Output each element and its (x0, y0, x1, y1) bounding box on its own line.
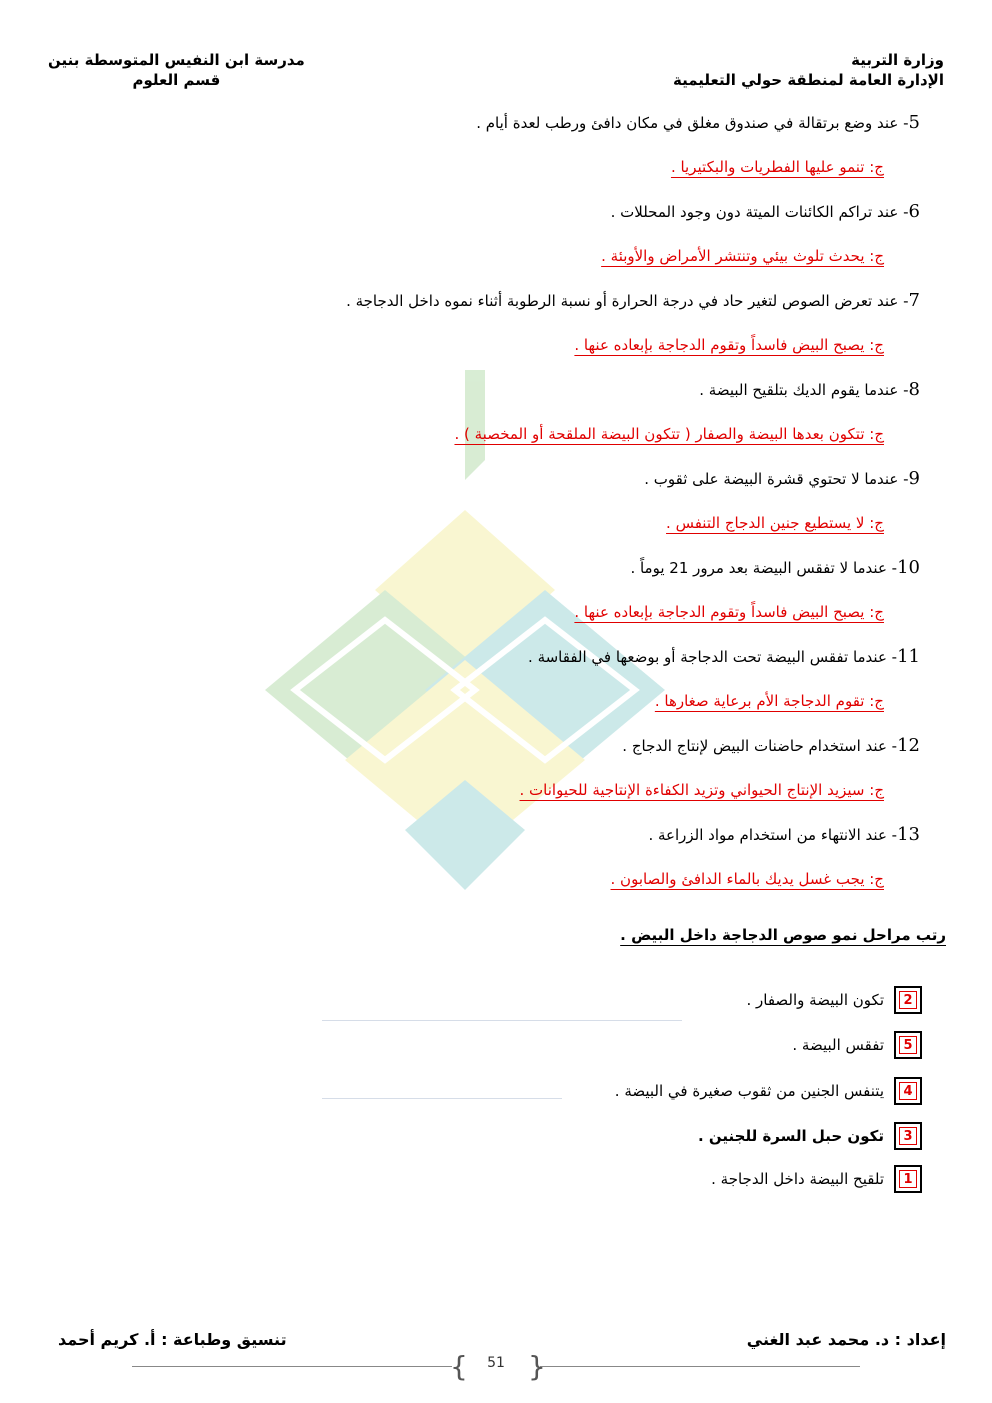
school-name: مدرسة ابن النفيس المتوسطة بنين (48, 51, 305, 69)
order-number-box[interactable]: 4 (894, 1077, 922, 1105)
question-13: 13- عند الانتهاء من استخدام مواد الزراعة . (648, 824, 920, 845)
answer-10: ج: يصبح البيض فاسداً وتقوم الدجاجة بإبعاده عنها . (574, 603, 884, 621)
question-6: 6- عند تراكم الكائنات الميتة دون وجود المحللات . (610, 201, 920, 222)
question-8: 8- عندما يقوم الديك بتلقيح البيضة . (699, 379, 920, 400)
answer-12: ج: سيزيد الإنتاج الحيواني وتزيد الكفاءة الإنتاجية للحيوانات . (519, 781, 884, 799)
left-brace-icon: { (450, 1350, 468, 1383)
order-number-box[interactable]: 3 (894, 1122, 922, 1150)
question-10: 10- عندما لا تفقس البيضة بعد مرور 21 يوماً . (630, 557, 920, 578)
right-brace-icon: } (528, 1350, 546, 1383)
order-step: 5 تفقس البيضة . (792, 1029, 922, 1061)
answer-11: ج: تقوم الدجاجة الأم برعاية صغارها . (654, 692, 884, 710)
ministry-name: وزارة التربية (851, 51, 944, 69)
ordering-title: رتب مراحل نمو صوص الدجاجة داخل البيض . (620, 926, 946, 944)
footer-rule-right (540, 1366, 860, 1367)
department-name: قسم العلوم (132, 71, 221, 89)
question-9: 9- عندما لا تحتوي قشرة البيضة على ثقوب . (644, 468, 920, 489)
answer-7: ج: يصبح البيض فاسداً وتقوم الدجاجة بإبعاده عنها . (574, 336, 884, 354)
footer-rule-left (132, 1366, 452, 1367)
order-step: 1 تلقيح البيضة داخل الدجاجة . (711, 1163, 922, 1195)
order-step: 3 تكون حبل السرة للجنين . (698, 1120, 922, 1152)
order-number-box[interactable]: 2 (894, 986, 922, 1014)
order-number-box[interactable]: 1 (894, 1165, 922, 1193)
question-7: 7- عند تعرض الصوص لتغير حاد في درجة الحرارة أو نسبة الرطوبة أثناء نموه داخل الدجاجة . (346, 290, 920, 311)
answer-13: ج: يجب غسل يديك بالماء الدافئ والصابون . (610, 870, 884, 888)
order-number-box[interactable]: 5 (894, 1031, 922, 1059)
prepared-by: إعداد : د. محمد عبد الغني (746, 1330, 946, 1349)
answer-5: ج: تنمو عليها الفطريات والبكتيريا . (670, 158, 884, 176)
answer-9: ج: لا يستطيع جنين الدجاج التنفس . (666, 514, 884, 532)
answer-6: ج: يحدث تلوث بيئي وتنتشر الأمراض والأوبئة . (601, 247, 884, 265)
faint-rule (322, 1020, 682, 1021)
page-number: 51 (487, 1355, 505, 1371)
formatting-by: تنسيق وطباعة : أ. كريم أحمد (58, 1330, 287, 1349)
watermark-logo (255, 330, 675, 930)
ministry-header (673, 50, 944, 90)
district-name: الإدارة العامة لمنطقة حولي التعليمية (672, 71, 944, 89)
question-5: 5- عند وضع برتقالة في صندوق مغلق في مكان دافئ ورطب لعدة أيام . (476, 112, 920, 133)
faint-rule (322, 1098, 562, 1099)
order-step: 4 يتنفس الجنين من ثقوب صغيرة في البيضة . (615, 1075, 922, 1107)
answer-8: ج: تتكون بعدها البيضة والصفار ( تتكون البيضة الملقحة أو المخصبة ) . (454, 425, 884, 443)
question-11: 11- عندما تفقس البيضة تحت الدجاجة أو بوضعها في الفقاسة . (528, 646, 920, 667)
question-12: 12- عند استخدام حاضنات البيض لإنتاج الدجاج . (622, 735, 920, 756)
order-step: 2 تكون البيضة والصفار . (746, 984, 922, 1016)
school-header (48, 50, 305, 90)
